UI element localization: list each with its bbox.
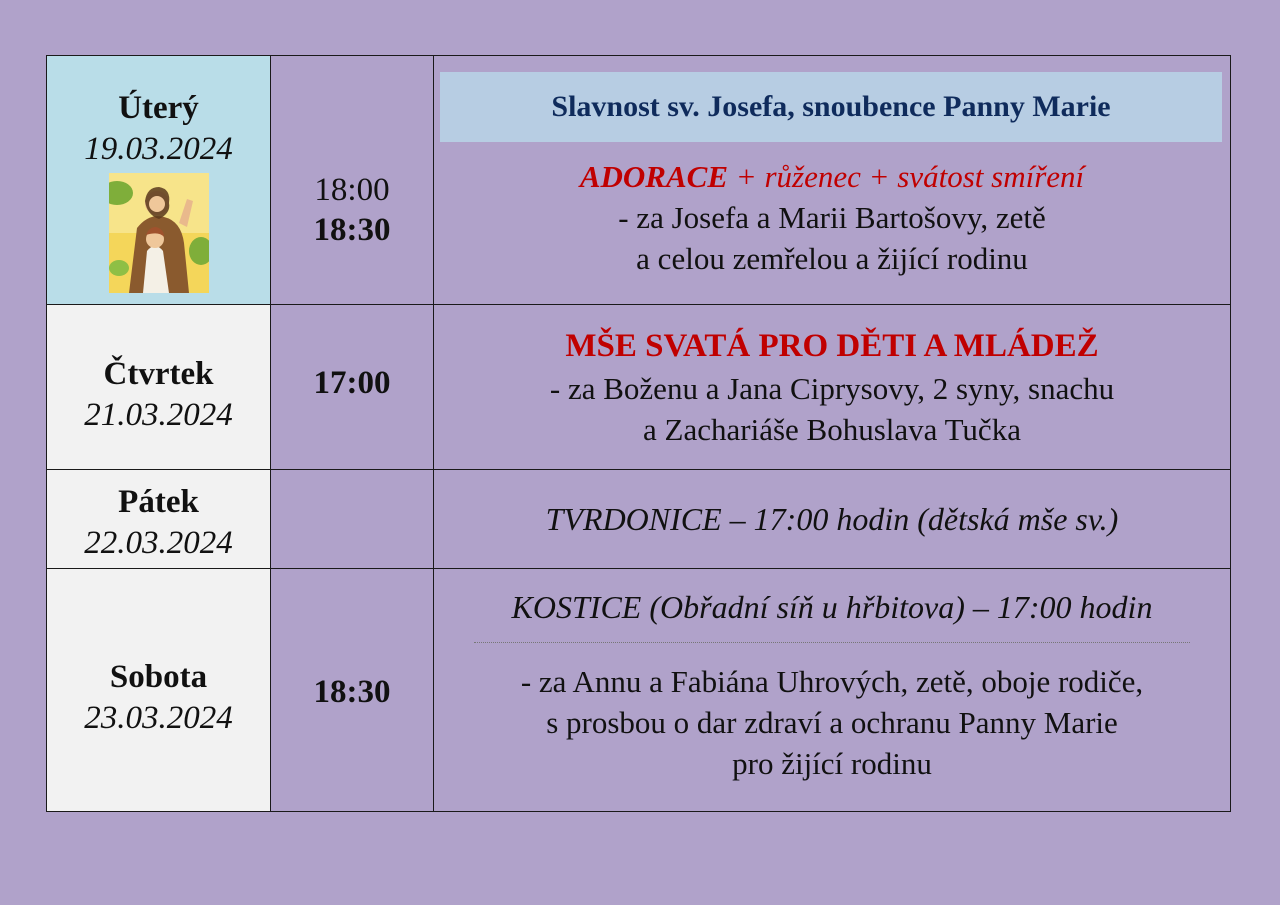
text-cell	[434, 569, 1231, 812]
text-cell	[434, 56, 1231, 305]
intention-line: - za Boženu a Jana Ciprysovy, 2 syny, snachu	[549, 371, 1115, 406]
day-name: Úterý	[118, 90, 199, 126]
day-date: 22.03.2024	[84, 525, 233, 561]
location-note: TVRDONICE – 17:00 hodin (dětská mše sv.)	[545, 500, 1119, 537]
day-name: Pátek	[118, 484, 199, 520]
location-note: KOSTICE (Obřadní síň u hřbitova) – 17:00 hodin	[511, 589, 1153, 625]
day-date: 23.03.2024	[84, 700, 233, 736]
time-main: 17:00	[313, 365, 391, 401]
schedule-row-thursday	[47, 305, 1231, 470]
time-cell	[271, 305, 434, 470]
day-name: Sobota	[109, 659, 208, 695]
schedule-row-friday	[47, 470, 1231, 569]
day-name: Čtvrtek	[103, 356, 214, 392]
day-cell	[47, 470, 271, 569]
schedule-row-tuesday	[47, 56, 1231, 305]
intention-line: - za Annu a Fabiána Uhrových, zetě, oboje rodiče,	[520, 664, 1144, 699]
time-cell	[271, 470, 434, 569]
time-main: 18:30	[313, 212, 391, 248]
time-start: 18:00	[314, 172, 390, 208]
mass-heading: MŠE SVATÁ PRO DĚTI A MLÁDEŽ	[565, 328, 1099, 364]
schedule-row-saturday	[47, 569, 1231, 812]
adoration-line	[434, 156, 1230, 197]
day-cell	[47, 305, 271, 470]
schedule-table	[46, 55, 1231, 812]
feast-banner: Slavnost sv. Josefa, snoubence Panny Marie	[440, 72, 1222, 142]
intention-line: s prosbou o dar zdraví a ochranu Panny Marie	[546, 705, 1118, 740]
dotted-divider	[474, 642, 1190, 643]
day-date: 21.03.2024	[84, 397, 233, 433]
text-cell	[434, 470, 1231, 569]
day-cell	[47, 56, 271, 305]
adoration-rest: + růženec + svátost smíření	[728, 159, 1085, 194]
time-cell	[271, 569, 434, 812]
day-date: 19.03.2024	[84, 131, 233, 167]
saint-joseph-icon	[109, 173, 209, 293]
time-main: 18:30	[313, 674, 391, 710]
time-cell	[271, 56, 434, 305]
text-cell	[434, 305, 1231, 470]
day-cell	[47, 569, 271, 812]
intention-line: - za Josefa a Marii Bartošovy, zetě	[618, 200, 1046, 235]
intention-line: a celou zemřelou a žijící rodinu	[636, 241, 1028, 276]
adoration-label: ADORACE	[579, 159, 729, 194]
saint-joseph-picture	[109, 173, 209, 293]
intention-line: a Zachariáše Bohuslava Tučka	[643, 412, 1021, 447]
intention-line: pro žijící rodinu	[732, 746, 932, 781]
